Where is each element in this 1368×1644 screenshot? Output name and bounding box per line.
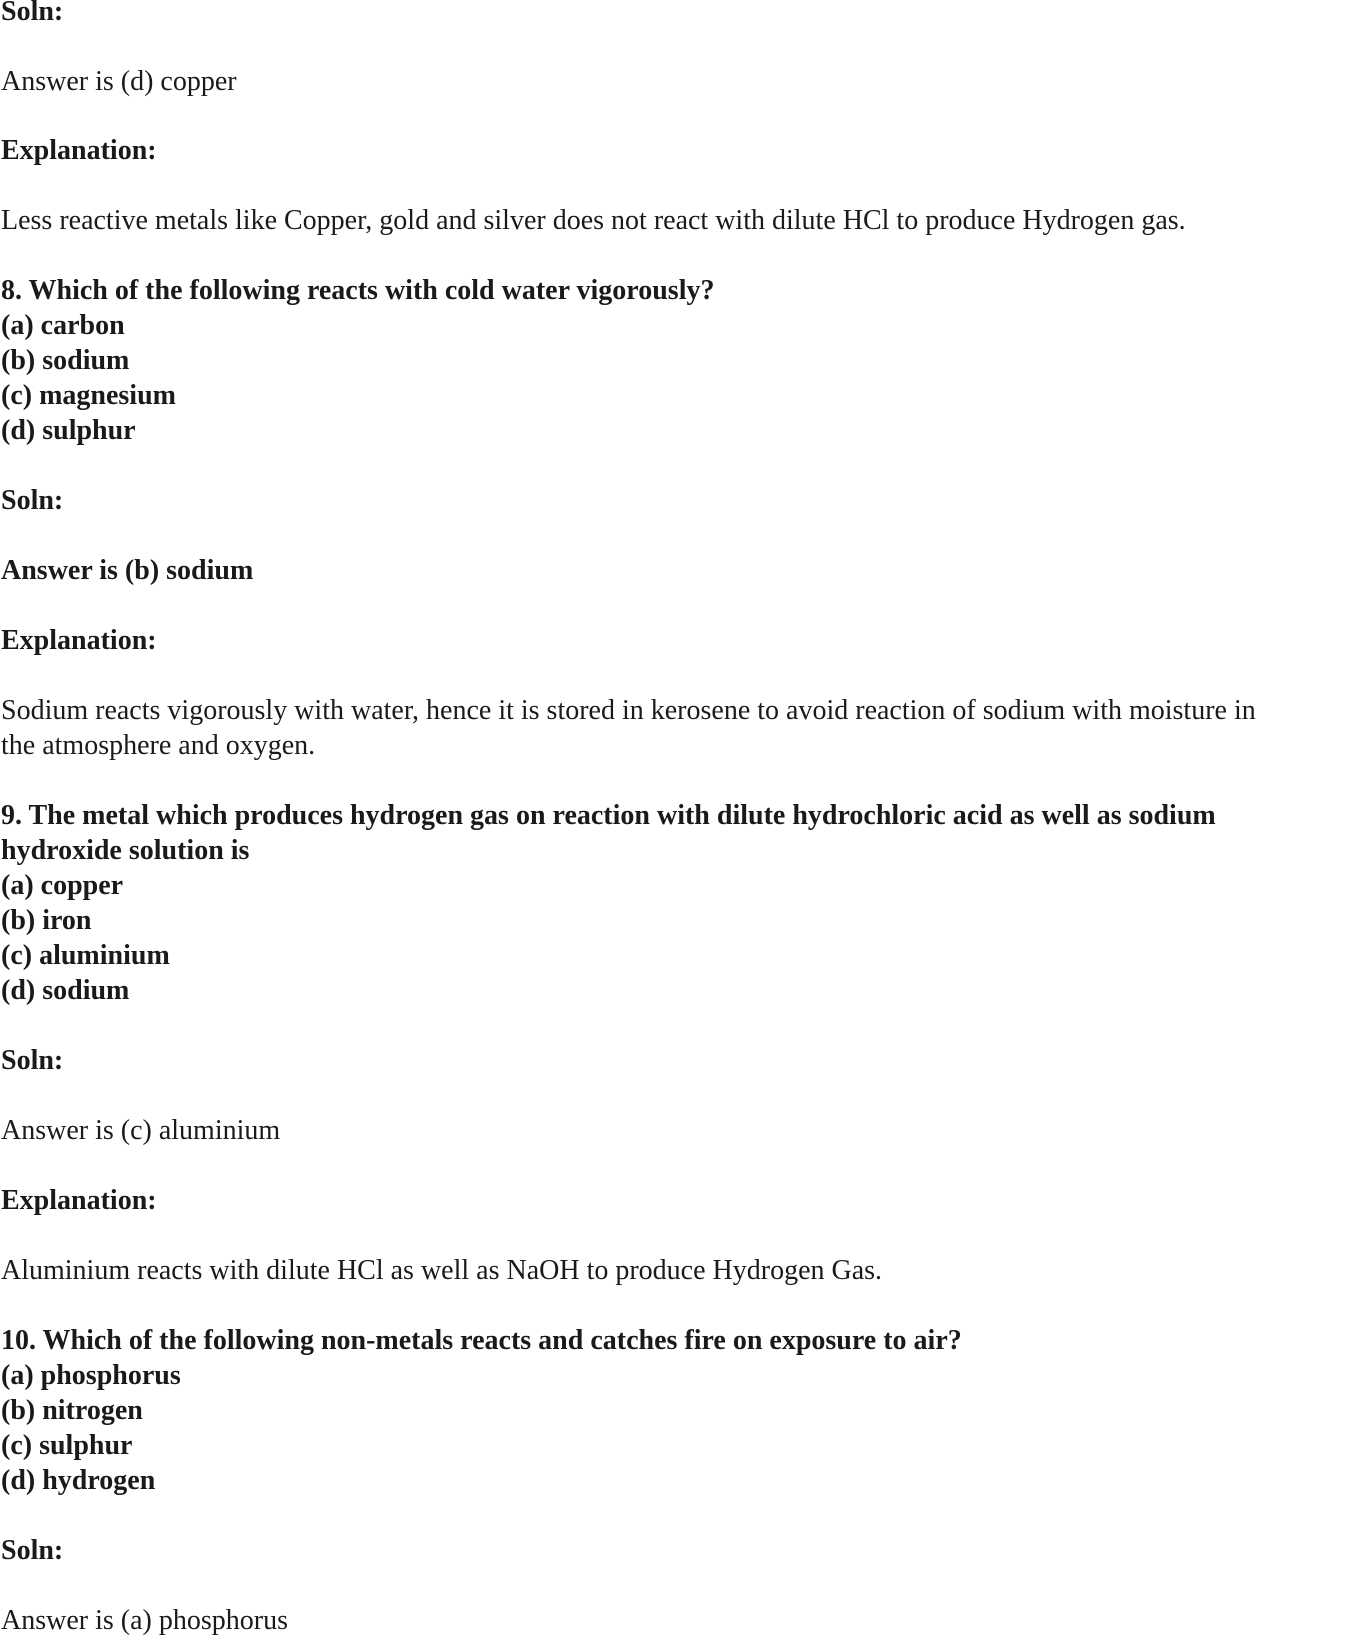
q8-option-a: (a) carbon: [1, 310, 125, 341]
soln-label: Soln:: [1, 1045, 64, 1076]
question-10: 10. Which of the following non-metals reacts and catches fire on exposure to air?: [1, 1325, 962, 1356]
question-9: 9. The metal which produces hydrogen gas on reaction with dilute hydrochloric acid as well as sodium: [1, 800, 1216, 831]
soln-label: Soln:: [1, 0, 64, 27]
q10-option-c: (c) sulphur: [1, 1430, 133, 1461]
q9-option-d: (d) sodium: [1, 975, 130, 1006]
question-8: 8. Which of the following reacts with cold water vigorously?: [1, 275, 715, 306]
explanation-text: Less reactive metals like Copper, gold and silver does not react with dilute HCl to produce Hydrogen gas.: [1, 205, 1186, 236]
q8-option-b: (b) sodium: [1, 345, 130, 376]
q8-option-d: (d) sulphur: [1, 415, 136, 446]
soln-label: Soln:: [1, 485, 64, 516]
soln-label: Soln:: [1, 1535, 64, 1566]
explanation-label: Explanation:: [1, 625, 157, 656]
explanation-text: Sodium reacts vigorously with water, hence it is stored in kerosene to avoid reaction of sodium with moisture in: [1, 695, 1256, 726]
q8-option-c: (c) magnesium: [1, 380, 176, 411]
explanation-text: Aluminium reacts with dilute HCl as well as NaOH to produce Hydrogen Gas.: [1, 1255, 883, 1286]
question-9-continued: hydroxide solution is: [1, 835, 250, 866]
answer-text: Answer is (c) aluminium: [1, 1115, 281, 1146]
q9-option-a: (a) copper: [1, 870, 124, 901]
answer-text: Answer is (a) phosphorus: [1, 1605, 288, 1636]
q10-option-d: (d) hydrogen: [1, 1465, 156, 1496]
explanation-text: the atmosphere and oxygen.: [1, 730, 316, 761]
explanation-label: Explanation:: [1, 1185, 157, 1216]
answer-text: Answer is (d) copper: [1, 66, 237, 97]
explanation-label: Explanation:: [1, 135, 157, 166]
answer-text: Answer is (b) sodium: [1, 555, 254, 586]
q10-option-b: (b) nitrogen: [1, 1395, 143, 1426]
q10-option-a: (a) phosphorus: [1, 1360, 181, 1391]
q9-option-b: (b) iron: [1, 905, 92, 936]
q9-option-c: (c) aluminium: [1, 940, 170, 971]
